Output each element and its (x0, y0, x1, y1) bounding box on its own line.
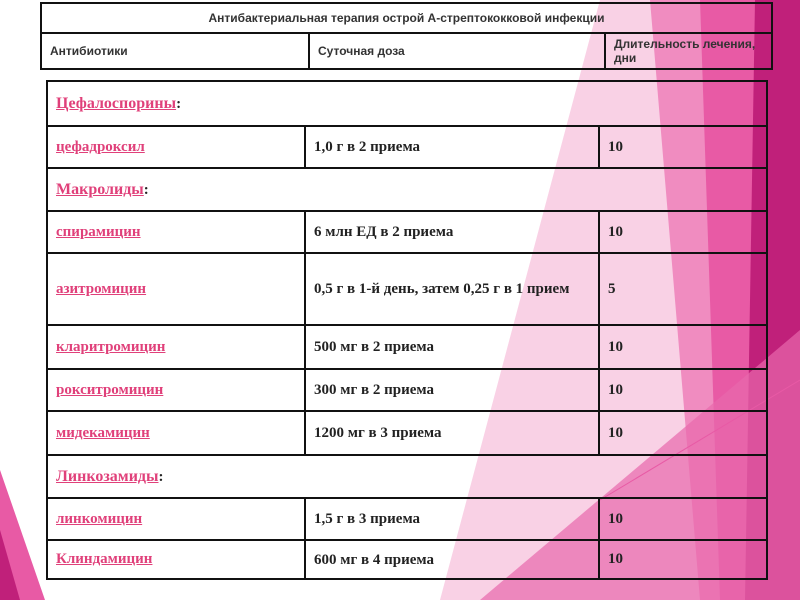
days-cell: 10 (599, 126, 767, 168)
colon: : (176, 95, 182, 112)
dose-cell: 1,0 г в 2 приема (305, 126, 599, 168)
dose-cell: 600 мг в 4 приема (305, 540, 599, 579)
column-header-duration: Длительность лечения, дни (605, 33, 772, 69)
header-table (40, 2, 773, 70)
days-cell: 5 (599, 253, 767, 325)
drug-cell (47, 325, 305, 369)
table-row (47, 411, 767, 455)
drug-link[interactable]: Клиндамицин (56, 551, 153, 567)
category-link[interactable]: Линкозамиды (56, 467, 159, 485)
table-row (47, 369, 767, 411)
drug-cell (47, 411, 305, 455)
colon: : (143, 181, 149, 198)
drug-link[interactable]: мидекамицин (56, 424, 150, 441)
drug-link[interactable]: спирамицин (56, 223, 141, 240)
drug-link[interactable]: азитромицин (56, 280, 147, 297)
category-cell (47, 81, 767, 126)
drug-link[interactable]: линкомицин (56, 510, 143, 527)
days-cell: 10 (599, 498, 767, 540)
table-row (47, 540, 767, 579)
drug-cell (47, 253, 305, 325)
drug-cell (47, 369, 305, 411)
drug-cell (47, 540, 305, 579)
category-row (47, 168, 767, 211)
days-cell: 10 (599, 369, 767, 411)
dose-cell: 1,5 г в 3 приема (305, 498, 599, 540)
days-cell: 10 (599, 325, 767, 369)
column-header-dose: Суточная доза (309, 33, 605, 69)
table-row (47, 325, 767, 369)
days-cell: 10 (599, 411, 767, 455)
category-link[interactable]: Макролиды (56, 180, 144, 198)
table-title: Антибактериальная терапия острой А-стрептококковой инфекции (41, 3, 772, 33)
table-row (47, 126, 767, 168)
dose-cell: 6 млн ЕД в 2 приема (305, 211, 599, 253)
category-cell (47, 168, 767, 211)
table-row (47, 211, 767, 253)
category-cell (47, 455, 767, 498)
days-cell: 10 (599, 211, 767, 253)
table-row (47, 253, 767, 325)
dose-cell: 500 мг в 2 приема (305, 325, 599, 369)
dose-cell: 0,5 г в 1-й день, затем 0,25 г в 1 прием (305, 253, 599, 325)
column-header-antibiotics: Антибиотики (41, 33, 309, 69)
drug-link[interactable]: цефадроксил (56, 138, 145, 155)
category-link[interactable]: Цефалоспорины (56, 94, 177, 112)
dose-cell: 300 мг в 2 приема (305, 369, 599, 411)
drug-cell (47, 211, 305, 253)
category-row (47, 455, 767, 498)
colon: : (158, 468, 164, 485)
drug-link[interactable]: рокситромицин (56, 381, 164, 398)
drug-cell (47, 498, 305, 540)
category-row (47, 81, 767, 126)
table-row (47, 498, 767, 540)
drug-cell (47, 126, 305, 168)
dose-cell: 1200 мг в 3 приема (305, 411, 599, 455)
antibiotics-table (46, 80, 768, 580)
drug-link[interactable]: кларитромицин (56, 338, 166, 355)
days-cell: 10 (599, 540, 767, 579)
